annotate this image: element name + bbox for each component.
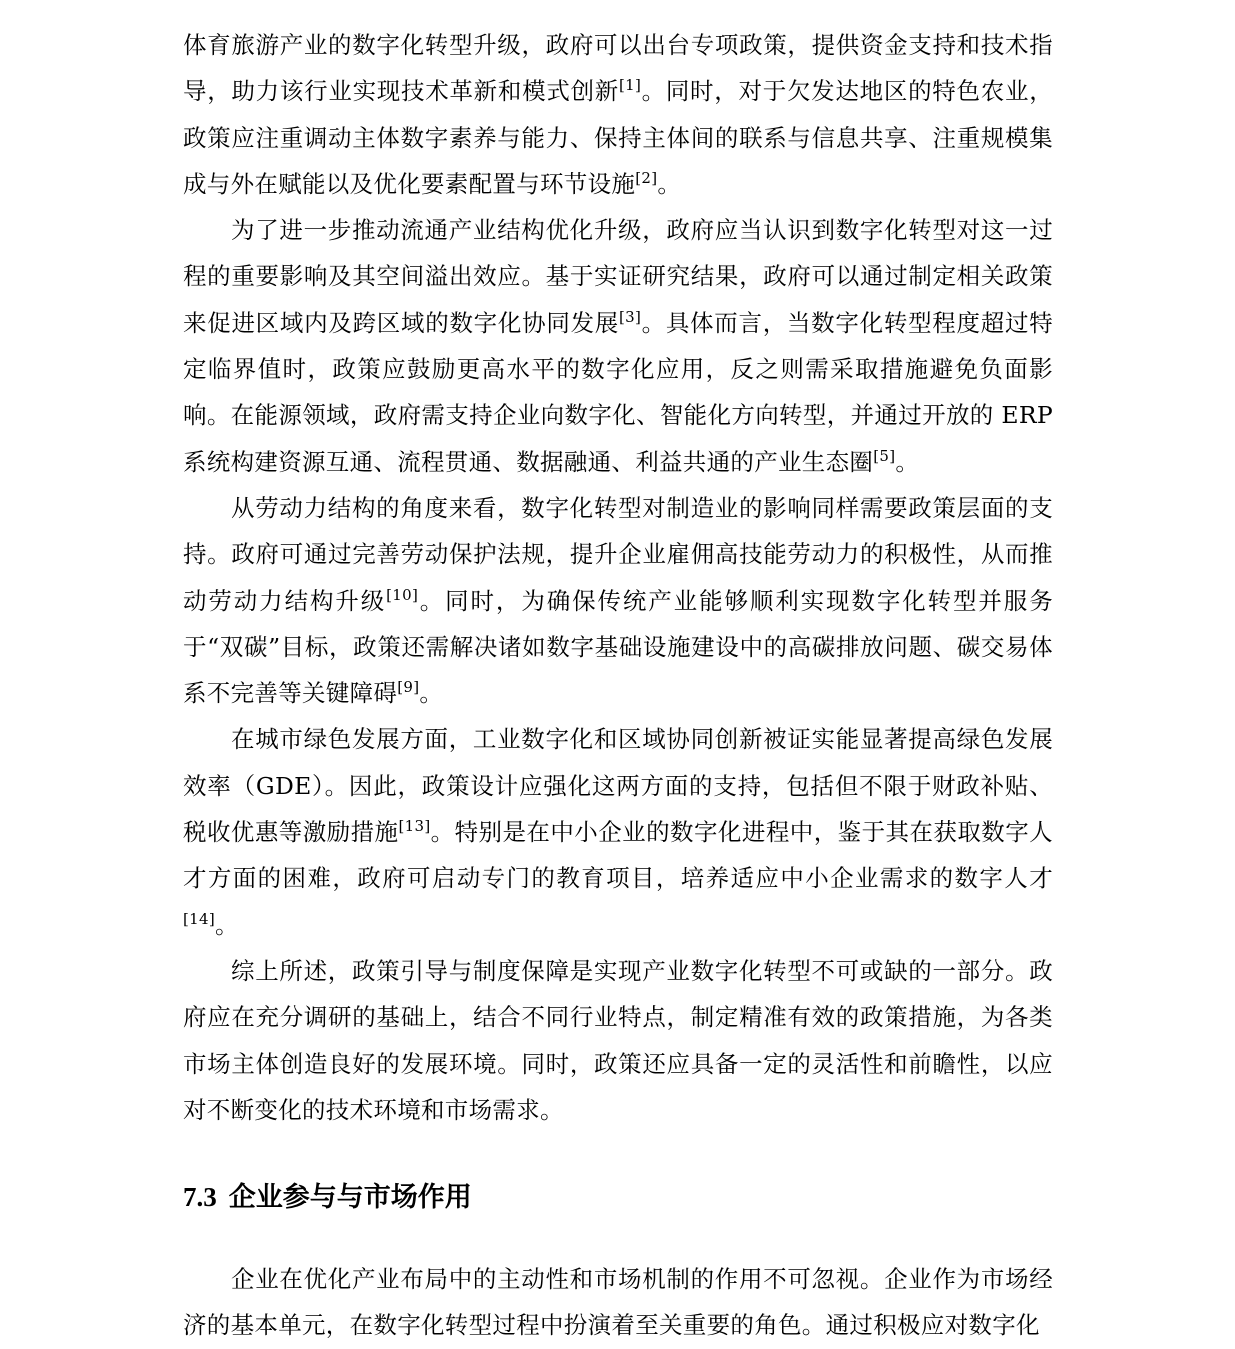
document-page	[183, 22, 1053, 1349]
paragraph-text: 从劳动力结构的角度来看，数字化转型对制造业的影响同样需要政策层面的支持。政府可通过完善劳动保护法规，提升企业雇佣高技能劳动力的积极性，从而推动劳动力结构升级	[183, 493, 1053, 615]
paragraph-text: 企业在优化产业布局中的主动性和市场机制的作用不可忽视。企业作为市场经济的基本单元，在数字化转型过程中扮演着至关重要的角色。通过积极应对数字化	[183, 1265, 1053, 1340]
paragraph-text: 。	[895, 447, 920, 476]
section-title: 企业参与与市场作用	[228, 1182, 472, 1214]
section-number: 7.3	[183, 1182, 217, 1213]
paragraph	[183, 1256, 1053, 1349]
citation-reference: [3]	[619, 307, 642, 326]
paragraph-text: 。	[657, 169, 682, 198]
paragraph	[183, 716, 1053, 947]
section-body-text	[183, 1256, 1053, 1349]
paragraph-text: 。	[419, 679, 444, 708]
paragraph-text: 。具体而言，当数字化转型程度超过特定临界值时，政策应鼓励更高水平的数字化应用，反之则需采取措施避免负面影响。在能源领域，政府需支持企业向数字化、智能化方向转型，并通过开放的 ERP 系统构建资源互通、流程贯通、数据融通、利益共通的产业生态圈	[183, 308, 1053, 476]
paragraph-text: 。同时，对于欠发达地区的特色农业，政策应注重调动主体数字素养与能力、保持主体间的联系与信息共享、注重规模集成与外在赋能以及优化要素配置与环节设施	[183, 77, 1053, 198]
paragraph	[183, 22, 1053, 207]
citation-reference: [1]	[619, 76, 642, 95]
citation-reference: [9]	[397, 678, 420, 697]
paragraph-text: 体育旅游产业的数字化转型升级，政府可以出台专项政策，提供资金支持和技术指导，助力该行业实现技术革新和模式创新	[183, 31, 1053, 106]
paragraph	[183, 485, 1053, 716]
paragraph-text: 。	[215, 910, 239, 939]
paragraph	[183, 207, 1053, 485]
citation-reference: [5]	[873, 446, 896, 465]
citation-reference: [2]	[635, 168, 658, 187]
paragraph-text: 为了进一步推动流通产业结构优化升级，政府应当认识到数字化转型对这一过程的重要影响及其空间溢出效应。基于实证研究结果，政府可以通过制定相关政策来促进区域内及跨区域的数字化协同发展	[183, 216, 1053, 337]
paragraph-text: 在城市绿色发展方面，工业数字化和区域协同创新被证实能显著提高绿色发展效率（GDE）。因此，政策设计应强化这两方面的支持，包括但不限于财政补贴、税收优惠等激励措施	[183, 725, 1053, 847]
paragraph-text: 综上所述，政策引导与制度保障是实现产业数字化转型不可或缺的一部分。政府应在充分调研的基础上，结合不同行业特点，制定精准有效的政策措施，为各类市场主体创造良好的发展环境。同时，政策还应具备一定的灵活性和前瞻性，以应对不断变化的技术环境和市场需求。	[183, 956, 1053, 1124]
citation-reference: [13]	[398, 817, 431, 836]
paragraph-text: 。同时，为确保传统产业能够顺利实现数字化转型并服务于“双碳”目标，政策还需解决诸如数字基础设施建设中的高碳排放问题、碳交易体系不完善等关键障碍	[183, 586, 1053, 708]
paragraph-text: 。特别是在中小企业的数字化进程中，鉴于其在获取数字人才方面的困难，政府可启动专门的教育项目，培养适应中小企业需求的数字人才	[183, 818, 1053, 893]
paragraph	[183, 948, 1053, 1133]
citation-reference: [14]	[183, 909, 215, 928]
body-text	[183, 22, 1053, 1133]
citation-reference: [10]	[386, 585, 419, 604]
section-heading	[183, 1133, 1053, 1256]
